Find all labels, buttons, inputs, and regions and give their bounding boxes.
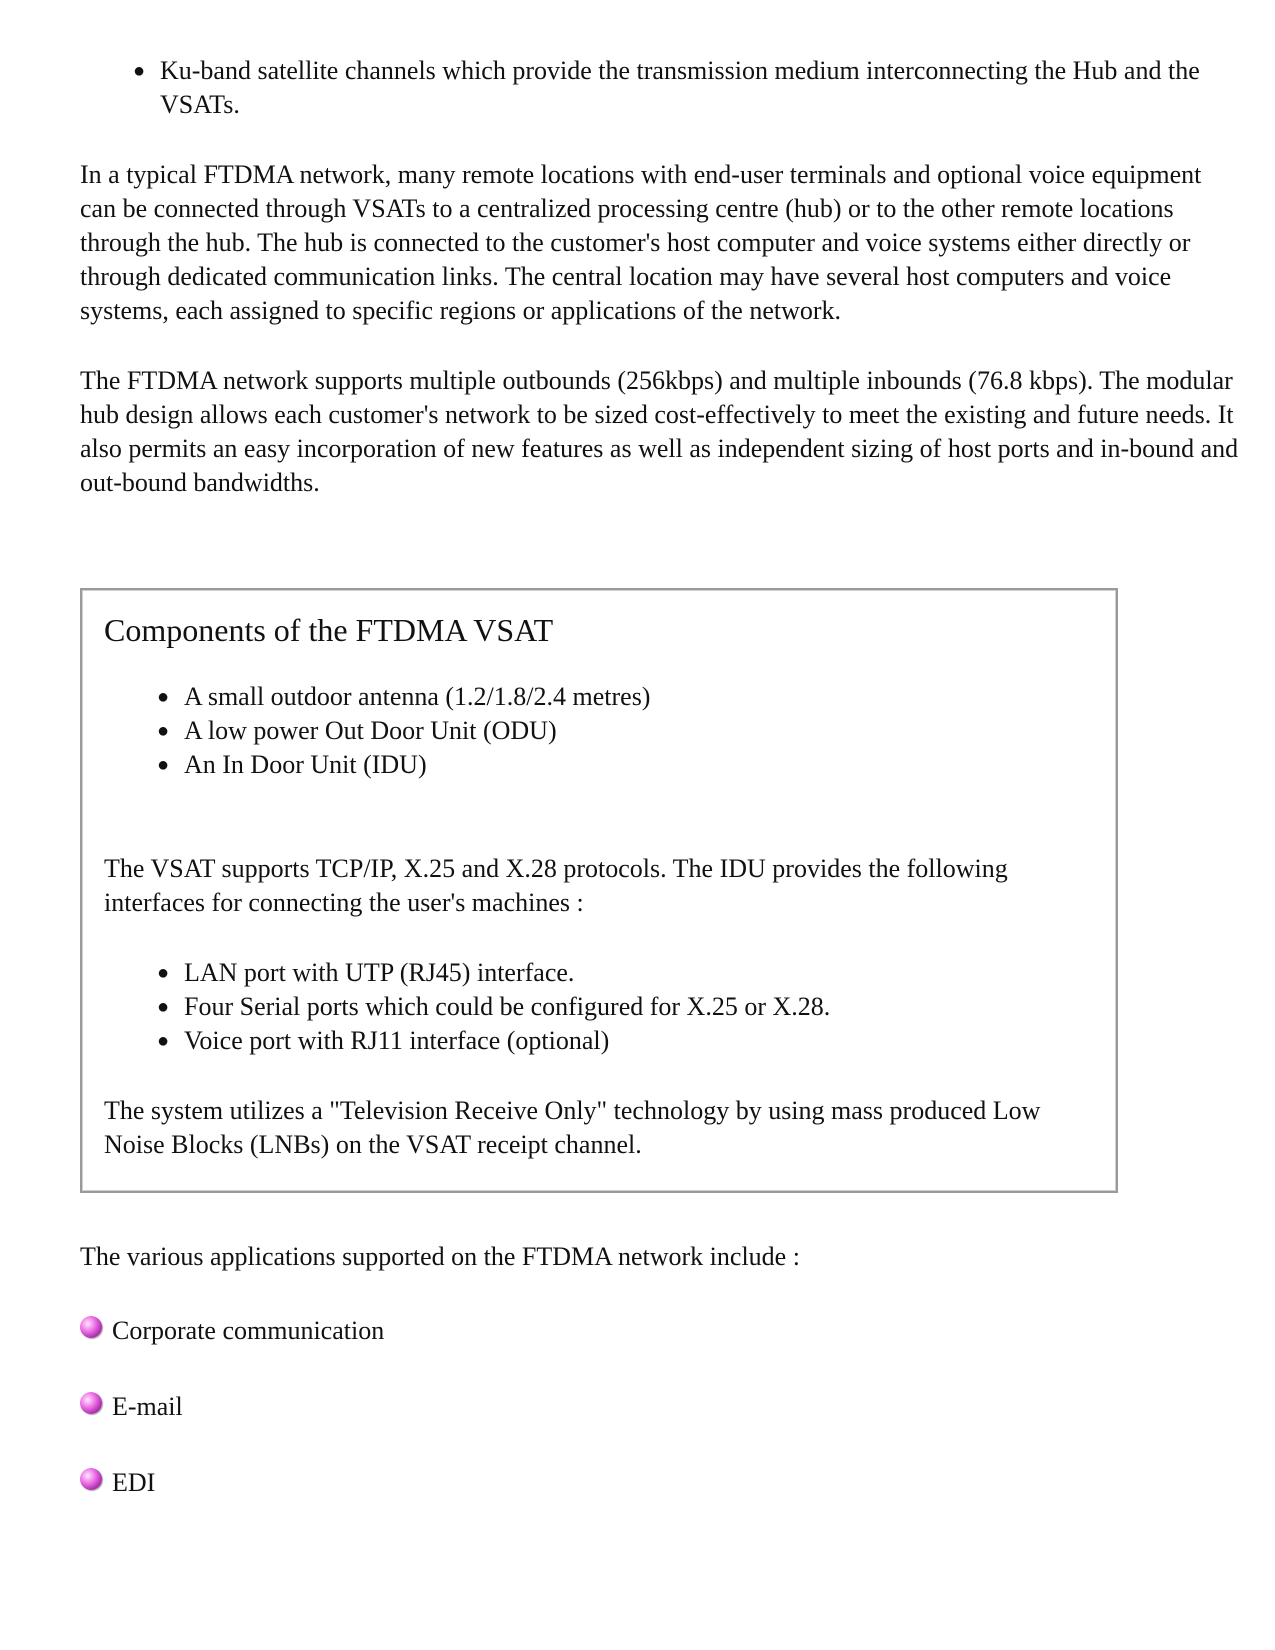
list-item-text: A small outdoor antenna (1.2/1.8/2.4 metres) [184, 682, 651, 711]
list-item [157, 956, 1094, 990]
components-list [104, 680, 1094, 782]
applications-list [80, 1314, 1180, 1500]
list-item [133, 54, 1240, 122]
list-item [157, 714, 1094, 748]
applications-intro: The various applications supported on the FTDMA network include : [80, 1242, 800, 1271]
bullet-icon: ● [133, 60, 146, 82]
paragraph-network-overview: In a typical FTDMA network, many remote locations with end-user terminals and optional voice equipment can be connected through VSATs to a centralized processing centre (hub) or to the other remote locations through the hub. The hub is connected to the customer's host computer and voice systems either directly or through dedicated communication links. The central location may have several host computers and voice systems, each assigned to specific regions or applications of the network. [80, 160, 1202, 325]
list-item-text: A low power Out Door Unit (ODU) [184, 716, 557, 745]
bullet-icon: ● [157, 754, 170, 776]
list-item [157, 1024, 1094, 1058]
applications-section [80, 1240, 1180, 1500]
bullet-icon: ● [157, 686, 170, 708]
interfaces-list [104, 956, 1094, 1058]
application-label: EDI [112, 1468, 156, 1497]
intro-bullet-list [80, 54, 1240, 122]
list-item-text: Voice port with RJ11 interface (optional) [184, 1026, 610, 1055]
list-item-text: LAN port with UTP (RJ45) interface. [184, 958, 575, 987]
paragraph-network-capacity: The FTDMA network supports multiple outbounds (256kbps) and multiple inbounds (76.8 kbps). The modular hub design allows each customer's network to be sized cost-effectively to meet the existing and future needs. It also permits an easy incorporation of new features as well as independent sizing of host ports and in-bound and out-bound bandwidths. [80, 366, 1239, 497]
application-label: E-mail [112, 1392, 183, 1421]
box-title: Components of the FTDMA VSAT [104, 612, 554, 648]
list-item-text: An In Door Unit (IDU) [184, 750, 427, 779]
purple-sphere-bullet-icon [80, 1392, 102, 1414]
tvro-paragraph: The system utilizes a "Television Receive Only" technology by using mass produced Low Noise Blocks (LNBs) on the VSAT receipt channel. [104, 1096, 1041, 1159]
components-box [80, 588, 1118, 1193]
list-item-text: Four Serial ports which could be configured for X.25 or X.28. [184, 992, 831, 1021]
list-item [80, 1466, 1180, 1500]
list-item [157, 748, 1094, 782]
bullet-icon: ● [157, 962, 170, 984]
protocols-paragraph: The VSAT supports TCP/IP, X.25 and X.28 protocols. The IDU provides the following interfaces for connecting the user's machines : [104, 854, 1008, 917]
bullet-icon: ● [157, 1030, 170, 1052]
document-body [80, 54, 1240, 500]
list-item [80, 1390, 1180, 1424]
purple-sphere-bullet-icon [80, 1468, 102, 1490]
application-label: Corporate communication [112, 1316, 385, 1345]
bullet-icon: ● [157, 996, 170, 1018]
list-item [157, 680, 1094, 714]
bullet-icon: ● [157, 720, 170, 742]
list-item [80, 1314, 1180, 1348]
list-item [157, 990, 1094, 1024]
purple-sphere-bullet-icon [80, 1316, 102, 1338]
list-item-text: Ku-band satellite channels which provide the transmission medium interconnecting the Hub and the VSATs. [160, 56, 1200, 119]
